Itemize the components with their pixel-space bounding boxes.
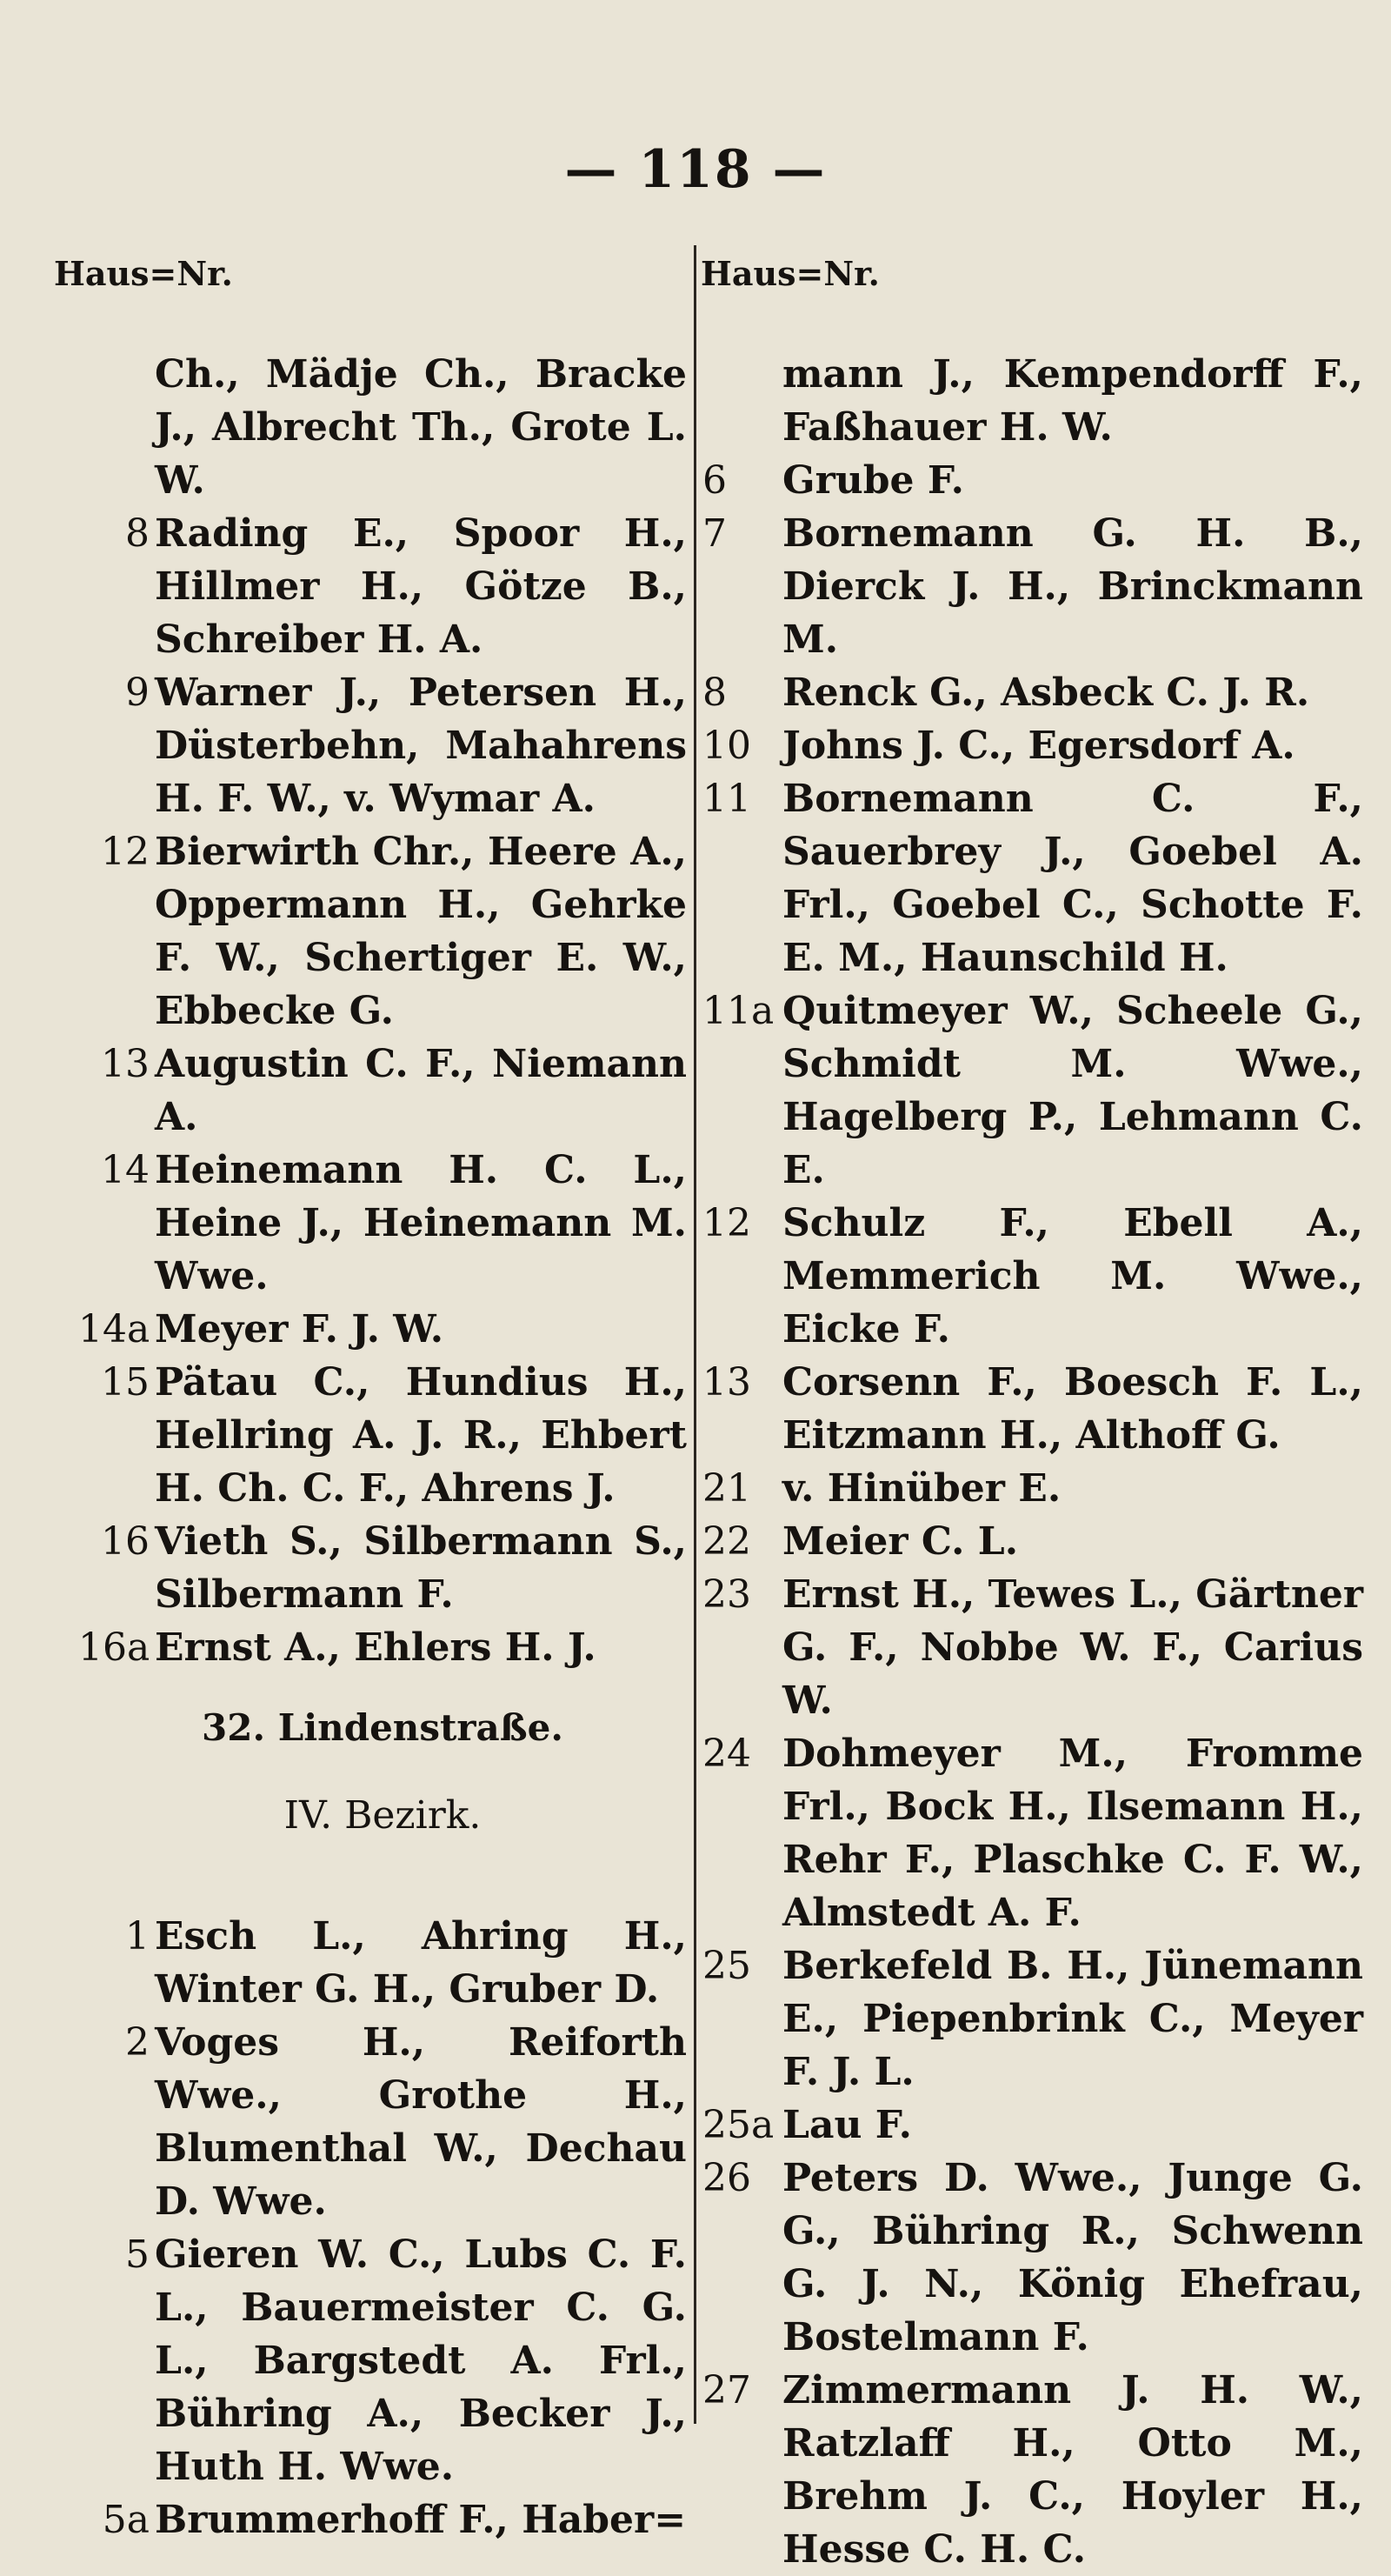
left-column [78, 348, 687, 1674]
resident-names: Heinemann H. C. L., Heine J., Heinemann M. Wwe. [155, 1148, 687, 1298]
house-entry [702, 666, 1363, 719]
house-entry [78, 507, 687, 666]
resident-names: Vieth S., Silbermann S., Silbermann F. [155, 1519, 687, 1617]
house-entry [78, 666, 687, 825]
house-entry [78, 1356, 687, 1515]
house-number: 12 [101, 830, 150, 874]
house-number: 24 [702, 1732, 751, 1776]
house-number: 25 [702, 1944, 751, 1988]
house-entry [78, 1515, 687, 1621]
resident-names: Augustin C. F., Niemann A. [155, 1042, 687, 1139]
resident-names: Zimmermann J. H. W., Ratzlaff H., Otto M., Brehm J. C., Hoyler H., Hesse C. H. C. [782, 2368, 1363, 2572]
house-entry [78, 825, 687, 1038]
house-number: 22 [702, 1519, 751, 1564]
resident-names: Gieren W. C., Lubs C. F. L., Bauermeister C. G. L., Bargstedt A. Frl., Bühring A., Becker J., Huth H. Wwe. [155, 2232, 687, 2489]
house-entry [702, 772, 1363, 984]
resident-names: Ch., Mädje Ch., Bracke J., Albrecht Th., Grote L. W. [155, 352, 687, 503]
resident-names: Pätau C., Hundius H., Hellring A. J. R., Ehbert H. Ch. C. F., Ahrens J. [155, 1360, 687, 1511]
house-number: 13 [702, 1360, 751, 1405]
house-entry [702, 2152, 1363, 2364]
resident-names: Voges H., Reiforth Wwe., Grothe H., Blumenthal W., Dechau D. Wwe. [155, 2020, 687, 2224]
house-entry [702, 1568, 1363, 1727]
house-number: 11a [702, 989, 775, 1033]
right-column [702, 348, 1363, 2576]
resident-names: Brummerhoff F., Haber= [155, 2498, 687, 2542]
resident-names: Corsenn F., Boesch F. L., Eitzmann H., Althoff G. [782, 1360, 1363, 1458]
resident-names: Meier C. L. [782, 1519, 1019, 1564]
resident-names: Renck G., Asbeck C. J. R. [782, 671, 1310, 715]
house-number: 21 [702, 1466, 751, 1511]
resident-names: Peters D. Wwe., Junge G. G., Bühring R., Schwenn G. J. N., König Ehefrau, Bostelmann F. [782, 2156, 1363, 2359]
street-heading: 32. Lindenstraße. [202, 1706, 563, 1749]
column-divider [694, 245, 696, 2424]
house-entry [78, 2493, 687, 2546]
resident-names: Bornemann G. H. B., Dierck J. H., Brinckmann M. [782, 511, 1363, 662]
house-entry [78, 1038, 687, 1144]
house-entry [78, 2228, 687, 2493]
house-entry [702, 1462, 1363, 1515]
resident-names: Rading E., Spoor H., Hillmer H., Götze B., Schreiber H. A. [155, 511, 687, 662]
resident-names: Meyer F. J. W. [155, 1307, 444, 1351]
house-entry [702, 454, 1363, 507]
resident-names: v. Hinüber E. [782, 1466, 1062, 1511]
house-number: 7 [702, 511, 727, 556]
resident-names: Warner J., Petersen H., Düsterbehn, Mahahrens H. F. W., v. Wymar A. [155, 671, 687, 821]
house-number: 6 [702, 458, 727, 503]
house-entry [702, 1515, 1363, 1568]
resident-names: Esch L., Ahring H., Winter G. H., Gruber D. [155, 1914, 687, 2012]
house-number: 27 [702, 2368, 751, 2412]
house-entry [702, 719, 1363, 772]
house-entry [702, 1727, 1363, 1939]
house-entry [702, 2364, 1363, 2576]
house-number: 16 [101, 1519, 150, 1564]
house-number: 10 [702, 724, 751, 768]
house-number: 23 [702, 1572, 751, 1617]
house-entry [702, 1939, 1363, 2099]
resident-names: Bierwirth Chr., Heere A., Oppermann H., Gehrke F. W., Schertiger E. W., Ebbecke G. [155, 830, 687, 1033]
resident-names: Ernst H., Tewes L., Gärtner G. F., Nobbe W. F., Carius W. [782, 1572, 1363, 1723]
resident-names: Quitmeyer W., Scheele G., Schmidt M. Wwe., Hagelberg P., Lehmann C. E. [782, 989, 1363, 1192]
resident-names: Grube F. [782, 458, 964, 503]
resident-names: Schulz F., Ebell A., Memmerich M. Wwe., Eicke F. [782, 1201, 1363, 1351]
house-number: 5 [125, 2232, 150, 2277]
house-number: 1 [125, 1914, 150, 1959]
resident-names: Dohmeyer M., Fromme Frl., Bock H., Ilsemann H., Rehr F., Plaschke C. F. W., Almstedt A. F. [782, 1732, 1363, 1935]
house-entry [78, 1144, 687, 1303]
house-number: 8 [702, 671, 727, 715]
resident-names: Lau F. [782, 2103, 912, 2147]
house-entry [702, 348, 1363, 454]
house-entry [702, 507, 1363, 666]
resident-names: Johns J. C., Egersdorf A. [782, 724, 1295, 768]
house-number: 16a [78, 1625, 150, 1670]
house-number: 14a [78, 1307, 150, 1351]
house-number: 2 [125, 2020, 150, 2065]
house-number: 11 [702, 777, 751, 821]
house-number: 26 [702, 2156, 751, 2200]
house-entry [702, 1197, 1363, 1356]
resident-names: mann J., Kempendorff F., Faßhauer H. W. [782, 352, 1363, 450]
house-entry [702, 2099, 1363, 2152]
house-entry [78, 1303, 687, 1356]
house-number: 12 [702, 1201, 751, 1245]
house-number: 14 [101, 1148, 150, 1192]
house-number: 8 [125, 511, 150, 556]
column-header-left: Haus=Nr. [54, 254, 233, 293]
house-number: 13 [101, 1042, 150, 1086]
resident-names: Berkefeld B. H., Jünemann E., Piepenbrink C., Meyer F. J. L. [782, 1944, 1363, 2094]
page-number: — 118 — [564, 139, 827, 200]
district-heading: IV. Bezirk. [283, 1793, 482, 1838]
house-entry [78, 1910, 687, 2016]
house-entry [78, 2016, 687, 2228]
house-number: 5a [102, 2498, 150, 2542]
house-entry [78, 348, 687, 507]
house-number: 9 [125, 671, 150, 715]
house-entry [78, 1621, 687, 1674]
house-number: 15 [101, 1360, 150, 1405]
house-number: 25a [702, 2103, 775, 2147]
house-entry [702, 1356, 1363, 1462]
column-header-right: Haus=Nr. [701, 254, 880, 293]
resident-names: Bornemann C. F., Sauerbrey J., Goebel A. Frl., Goebel C., Schotte F. E. M., Haunschild H. [782, 777, 1363, 980]
resident-names: Ernst A., Ehlers H. J. [155, 1625, 596, 1670]
house-entry [702, 984, 1363, 1197]
street-entries [78, 1910, 687, 2546]
